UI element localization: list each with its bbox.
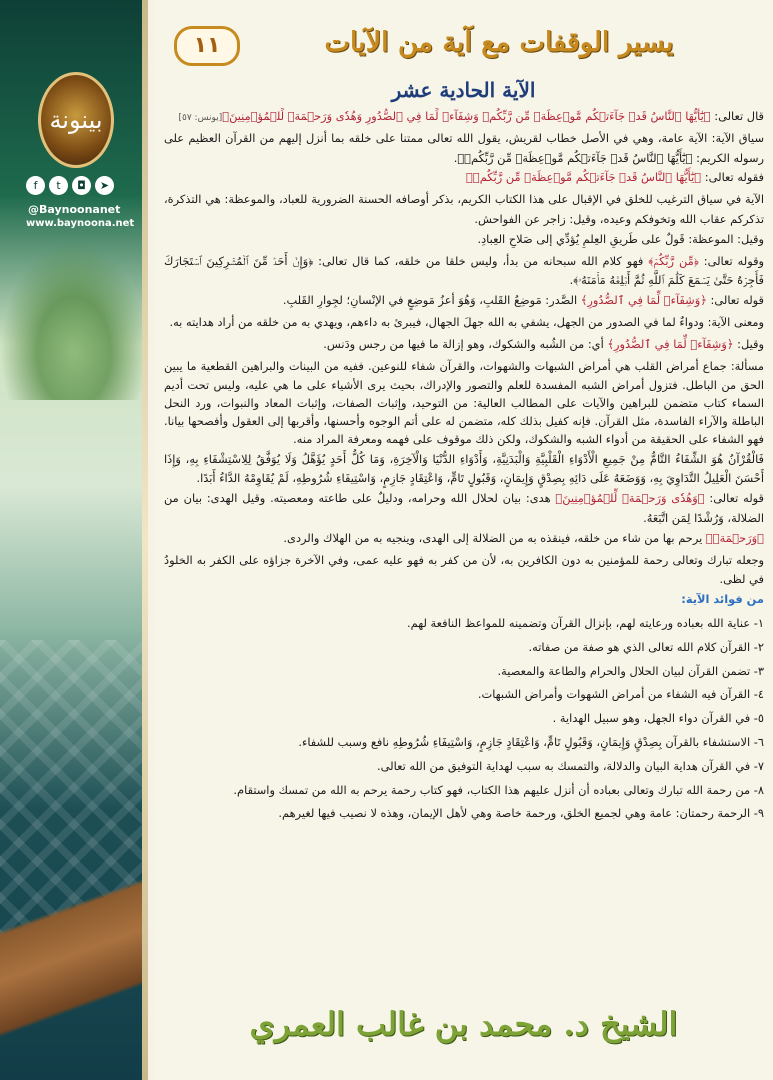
paragraph-text: أي: من الشُبه والشكوك، وهو إزالة ما فيها من رجس ودَنس.: [323, 336, 604, 351]
paragraph-quote: ﴿يَٰٓأَيُّهَا ٱلنَّاسُ قَدۡ جَآءَتۡكُم مَّوۡعِظَةٞ مِّن رَّبِّكُمۡ وَشِفَآءٞ لِّمَا فِي ٱلصُّدُورِ وَهُدٗى وَرَحۡمَةٞ لِّلۡمُؤۡمِنِينَ﴾: [222, 109, 711, 123]
book-decoration: [0, 880, 148, 1080]
paragraph-quote: ﴿وَشِفَآءٞ لِّمَا فِي ٱلصُّدُورِ﴾: [580, 293, 707, 308]
benefit-item: ٤- القرآن فيه الشفاء من أمراض الشهوات وأمراض الشبهات.: [477, 687, 764, 702]
facebook-icon[interactable]: f: [26, 176, 45, 195]
benefit-item: ١- عناية الله بعباده ورعايته لهم، بإنزال القرآن وتضمينه للمواعظ النافعة لهم.: [407, 615, 764, 630]
paragraph-lead: وقيل:: [733, 336, 764, 351]
benefit-item: ٢- القرآن كلام الله تعالى الذي هو صفة من صفاته.: [528, 639, 764, 654]
sidebar: [0, 0, 148, 1080]
paragraph-text: فَالْقُرْآنُ هُوَ الشِّفَاءُ التَّامُّ مِنْ جَمِيعِ الْأَدْوَاءِ الْقَلْبِيَّةِ وَالْبَدَنِيَّةِ، وَأَدْوَاءِ الدُّنْيَا وَالْآخِرَةِ، وَمَا كُلُّ أَحَدٍ يُؤَهَّلُ وَلَا يُوَفَّقُ لِلِاسْتِشْفَاءِ بِهِ، وَإِذَا أَحْسَنَ الْعَلِيلُ التَّدَاوِيَ بِهِ، وَوَضَعَهُ عَلَى دَائِهِ بِصِدْقٍ وَإِيمَانٍ، وَقَبُولٍ تَامٍّ، وَاعْتِقَادٍ جَازِمٍ، وَاسْتِيفَاءِ شُرُوطِهِ، لَمْ يُقَاوِمْهُ الدَّاءُ أَبَدًا.: [164, 451, 764, 486]
paragraph-list: [164, 108, 764, 589]
paragraph-quote: ﴿وَشِفَآءٞ لِّمَا فِي ٱلصُّدُورِ﴾: [607, 336, 734, 351]
paragraph: [164, 108, 764, 128]
paragraph-quote: ﴿يَٰٓأَيُّهَا ٱلنَّاسُ قَدۡ جَآءَتۡكُم مَّوۡعِظَةٞ مِّن رَّبِّكُمۡ﴾: [466, 170, 702, 185]
tafsir-text: [164, 108, 764, 968]
paragraph: [164, 490, 764, 528]
benefits-title: من فوائد الآية:: [681, 592, 764, 607]
paragraph-text: سياق الآية: الآية عامة، وهي في الأصل خطاب لقريش، يقول الله تعالى ممتنا على خلقه بما أنزل إليهم من القرآن العظيم على رسوله الكريم: ﴿يَٰٓأَيُّهَا ٱلنَّاسُ قَدۡ جَآءَتۡكُم مَّوۡعِظَةٞ مِّن رَّبِّكُمۡ﴾.: [164, 130, 764, 165]
paragraph: [164, 169, 764, 189]
paragraph-quote: ﴿وَهُدٗى وَرَحۡمَةٞ لِّلۡمُؤۡمِنِينَ﴾: [555, 491, 705, 506]
benefit-item: ٥- في القرآن دواء الجهل، وهو سبيل الهداية .: [552, 711, 764, 726]
paragraph-text: مسألة: جماع أمراض القلب هي أمراض الشبهات والشهوات، والقرآن شفاء للنوعين. ففيه من البينات والبراهين القطعية ما يبين الحق من الباطل. فتزول أمراض الشبه المفسدة للعلم والتصور والإدراك، بحيث يرى الأشياء على ما هي عليه، وليس تحت أديم السماء كتاب متضمن للبراهين والآيات على المطالب العالية: من التوحيد، وإثبات الصفات، وإثبات المعاد والنبوات، ورد النحل الباطلة والآراء الفاسدة، مثل القرآن. فإنه كفيل بذلك كله، متضمن له على أتم الوجوه وأحسنها، وأقربها إلى العقول وأفصحها بيانا. فهو الشفاء على الحقيقة من أدواء الشبه والشكوك، ولكن ذلك موقوف على فهمه ومعرفة المراد منه.: [164, 358, 764, 446]
palm-tree-decoration: [0, 240, 148, 400]
paragraph-text: الصَّدر: مَوضِعُ القَلبِ، وَهُوَ أعزُ مَوضِعٍ في الإنْسانِ؛ لجِوارِ القَلبِ.: [282, 293, 578, 308]
paragraph: [164, 130, 764, 168]
page-title: يسير الوقفات مع آية من الآيات: [324, 27, 674, 58]
benefit-item: ٩- الرحمة رحمتان: عامة وهي لجميع الخلق، ورحمة خاصة وهي لأهل الإيمان، وهذه لا نصيب فيها لغيرهم.: [278, 806, 764, 821]
social-icons: [26, 176, 114, 195]
paragraph-lead: وقوله تعالى:: [698, 253, 764, 268]
instagram-icon[interactable]: ◘: [72, 176, 91, 195]
benefit-item: ٦- الاستشفاء بالقرآن بِصِدْقٍ وَإِيمَانٍ، وَقَبُولٍ تَامٍّ، وَاعْتِقَادٍ جَازِمٍ، وَاسْتِيفَاءِ شُرُوطِهِ نافع وسبب للشفاء.: [298, 734, 764, 749]
paragraph-lead: فقوله تعالى:: [701, 170, 764, 185]
website-url: www.baynoona.net: [26, 218, 135, 229]
paragraph: [164, 336, 764, 356]
paragraph-lead: قوله تعالى:: [706, 293, 764, 308]
twitter-icon[interactable]: t: [49, 176, 68, 195]
paragraph-lead: قال تعالى:: [710, 109, 764, 123]
paragraph: [164, 292, 764, 312]
episode-number-badge: ١١: [174, 26, 240, 66]
paragraph-lead: قوله تعالى:: [704, 491, 764, 506]
paragraph-text: وجعله تبارك وتعالى رحمة للمؤمنين به دون الكافرين به، لأن من كفر به فهو عليه عمى، وفي الآخرة جزاؤه على الكفر به الخلودُ في لظى.: [164, 552, 764, 587]
social-handle: @Baynoonanet: [28, 203, 121, 216]
paragraph: [164, 358, 764, 449]
paragraph-text: فهو كلام الله سبحانه من بدأ، وليس خلقا من خلقه، كما قال تعالى: ﴿وَإِنۡ أَحَدٞ مِّنَ ٱلۡمُشۡرِكِينَ ٱسۡتَجَارَكَ فَأَجِرۡهُ حَتَّىٰ يَسۡمَعَ كَلَٰمَ ٱللَّهِ ثُمَّ أَبۡلِغۡهُ مَأۡمَنَهُۥ﴾.: [164, 253, 764, 288]
benefits-list: [164, 615, 764, 823]
paragraph-text: وقيل: الموعظة: قَولٌ على طَريقِ العِلمِ يُؤدِّي إلى صَلاحِ العِبادِ.: [477, 231, 764, 246]
paragraph-text: ومعنى الآية: ودواءٌ لما في الصدور من الجهل، يشفي به الله جهلَ الجهال، فيبرئ به داءهم، ويهدي به من خلقه من أراد هدايته به.: [169, 314, 764, 329]
benefit-item: ٧- في القرآن هداية البيان والدلالة، والتمسك به سبب لهداية التوفيق من الله تعالى.: [377, 758, 764, 773]
paragraph: [164, 552, 764, 590]
paragraph: [164, 231, 764, 251]
benefit-item: ٨- من رحمة الله تبارك وتعالى بعباده أن أنزل عليهم هذا الكتاب، فهو كتاب رحمة يرحم به الله من تمسك واستقام.: [233, 782, 764, 797]
title-bar: [174, 18, 734, 68]
benefit-item: ٣- تضمن القرآن لبيان الحلال والحرام والطاعة والمعصية.: [497, 663, 764, 678]
paragraph: [164, 451, 764, 489]
paragraph-quote: ﴿مِّن رَّبِّكُمۡ﴾: [648, 253, 699, 268]
author-signature: الشيخ د. محمد بن غالب العمري: [249, 1005, 678, 1043]
paragraph-text: الآية في سياق الترغيب للخلق في الإقبال على هذا الكتاب الكريم، بذكر أوصافه الحسنة الضرورية للعباد، والموعظة: هي التذكرة، تذكركم عقاب الله وتخوفكم وعيده، وقيل: زاجر عن الفواحش.: [164, 192, 764, 226]
paragraph-text: يرحم بها من شاء من خلقه، فينقذه به من الضلالة إلى الهدى، وينجيه به من الهلاك والردى.: [283, 530, 703, 545]
paragraph-ref: [يونس: ٥٧]: [178, 113, 223, 123]
paragraph-quote: ﴿وَرَحۡمَةٞ﴾: [705, 530, 764, 545]
sidebar-border: [142, 0, 148, 1080]
paragraph: [164, 191, 764, 229]
baynoona-logo: بينونة: [38, 72, 114, 168]
verse-heading: الآية الحادية عشر: [391, 78, 536, 102]
paragraph: [164, 253, 764, 291]
paragraph: [164, 314, 764, 334]
paragraph-text: هدى: بيان لحلال الله وحرامه، ودليلٌ على طاعته ومعصيته. وقيل الهدى: بيان من الضلالة، وَرُشْدًا لِمَن اتَّبَعَهُ.: [164, 491, 764, 525]
telegram-icon[interactable]: ➤: [95, 176, 114, 195]
content-page: [154, 0, 773, 1080]
paragraph: [164, 530, 764, 550]
